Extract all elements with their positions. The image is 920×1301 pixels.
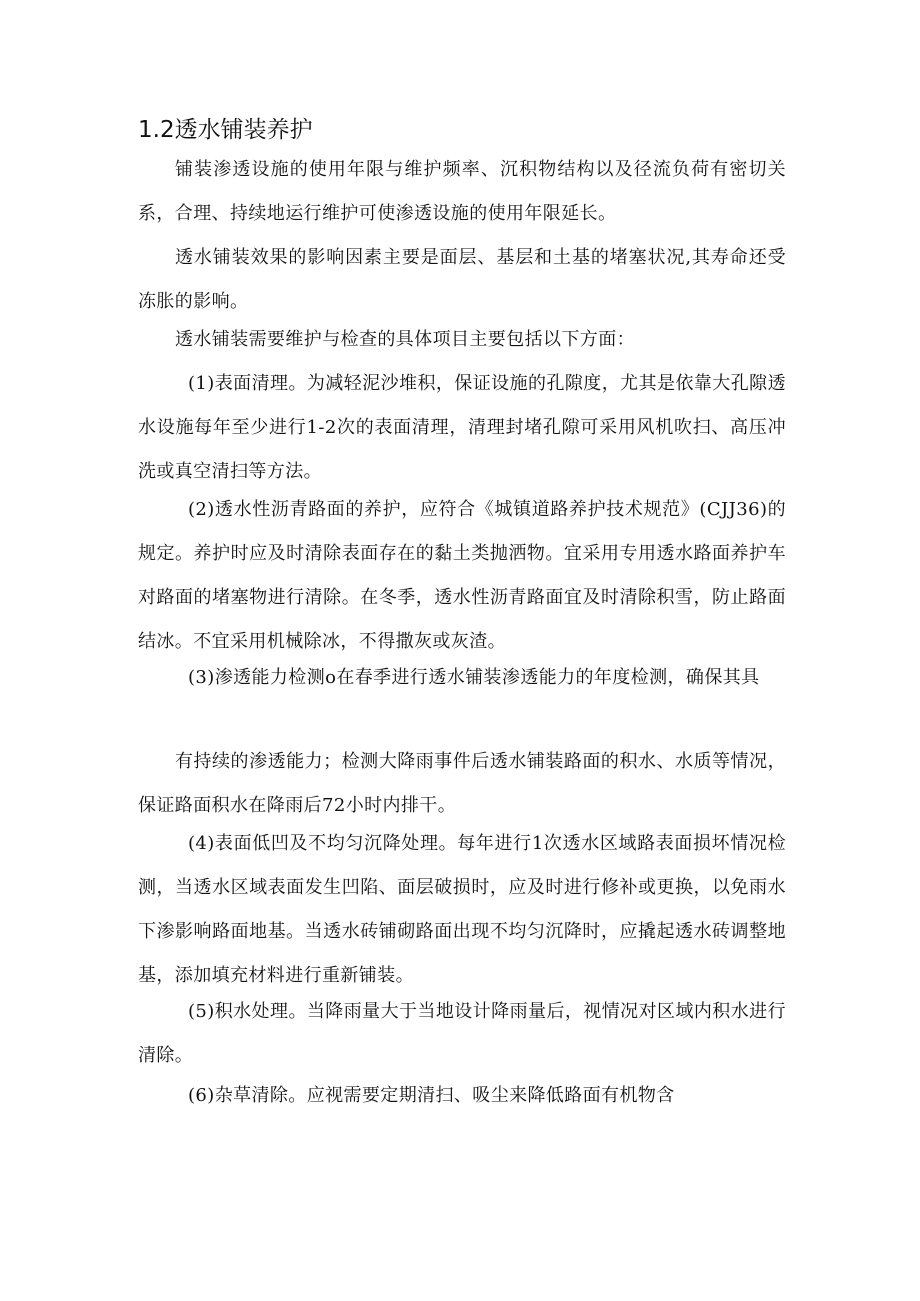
paragraph-item-5-ponding: (5)积水处理。当降雨量大于当地设计降雨量后，视情况对区域内积水进行清除。	[138, 1001, 786, 1066]
paragraph-item-6-weed-removal: (6)杂草清除。应视需要定期清扫、吸尘来降低路面有机物含	[188, 1085, 675, 1106]
paragraph-influence-factors: 透水铺装效果的影响因素主要是面层、基层和土基的堵塞状况,其寿命还受冻胀的影响。	[138, 247, 786, 312]
paragraph-item-2-asphalt-maintenance: (2)透水性沥青路面的养护，应符合《城镇道路养护技术规范》(CJJ36)的规定。养护时应及时清除表面存在的黏土类抛洒物。宜采用专用透水路面养护车对路面的堵塞物进行清除。在冬季，透水性沥青路面宜及时清除积雪，防止路面结冰。不宜采用机械除冰，不得撒灰或灰渣。	[138, 499, 786, 652]
paragraph-maintenance-items-intro: 透水铺装需要维护与检查的具体项目主要包括以下方面：	[175, 329, 635, 350]
paragraph-item-4-settlement: (4)表面低凹及不均匀沉降处理。每年进行1次透水区域路表面损坏情况检测，当透水区域表面发生凹陷、面层破损时，应及时进行修补或更换，以免雨水下渗影响路面地基。当透水砖铺砌路面出现不均匀沉降时，应撬起透水砖调整地基，添加填充材料进行重新铺装。	[138, 833, 786, 986]
paragraph-service-life: 铺装渗透设施的使用年限与维护频率、沉积物结构以及径流负荷有密切关系，合理、持续地运行维护可使渗透设施的使用年限延长。	[138, 159, 786, 224]
section-heading: 1.2透水铺装养护	[138, 117, 313, 143]
paragraph-item-3-continued: 有持续的渗透能力；检测大降雨事件后透水铺装路面的积水、水质等情况，保证路面积水在降雨后72小时内排干。	[138, 751, 786, 816]
paragraph-item-3-permeability-test: (3)渗透能力检测o在春季进行透水铺装渗透能力的年度检测，确保其具	[188, 667, 760, 688]
paragraph-item-1-surface-cleaning: (1)表面清理。为减轻泥沙堆积，保证设施的孔隙度，尤其是依靠大孔隙透水设施每年至少进行1-2次的表面清理，清理封堵孔隙可采用风机吹扫、高压冲洗或真空清扫等方法。	[138, 373, 786, 482]
